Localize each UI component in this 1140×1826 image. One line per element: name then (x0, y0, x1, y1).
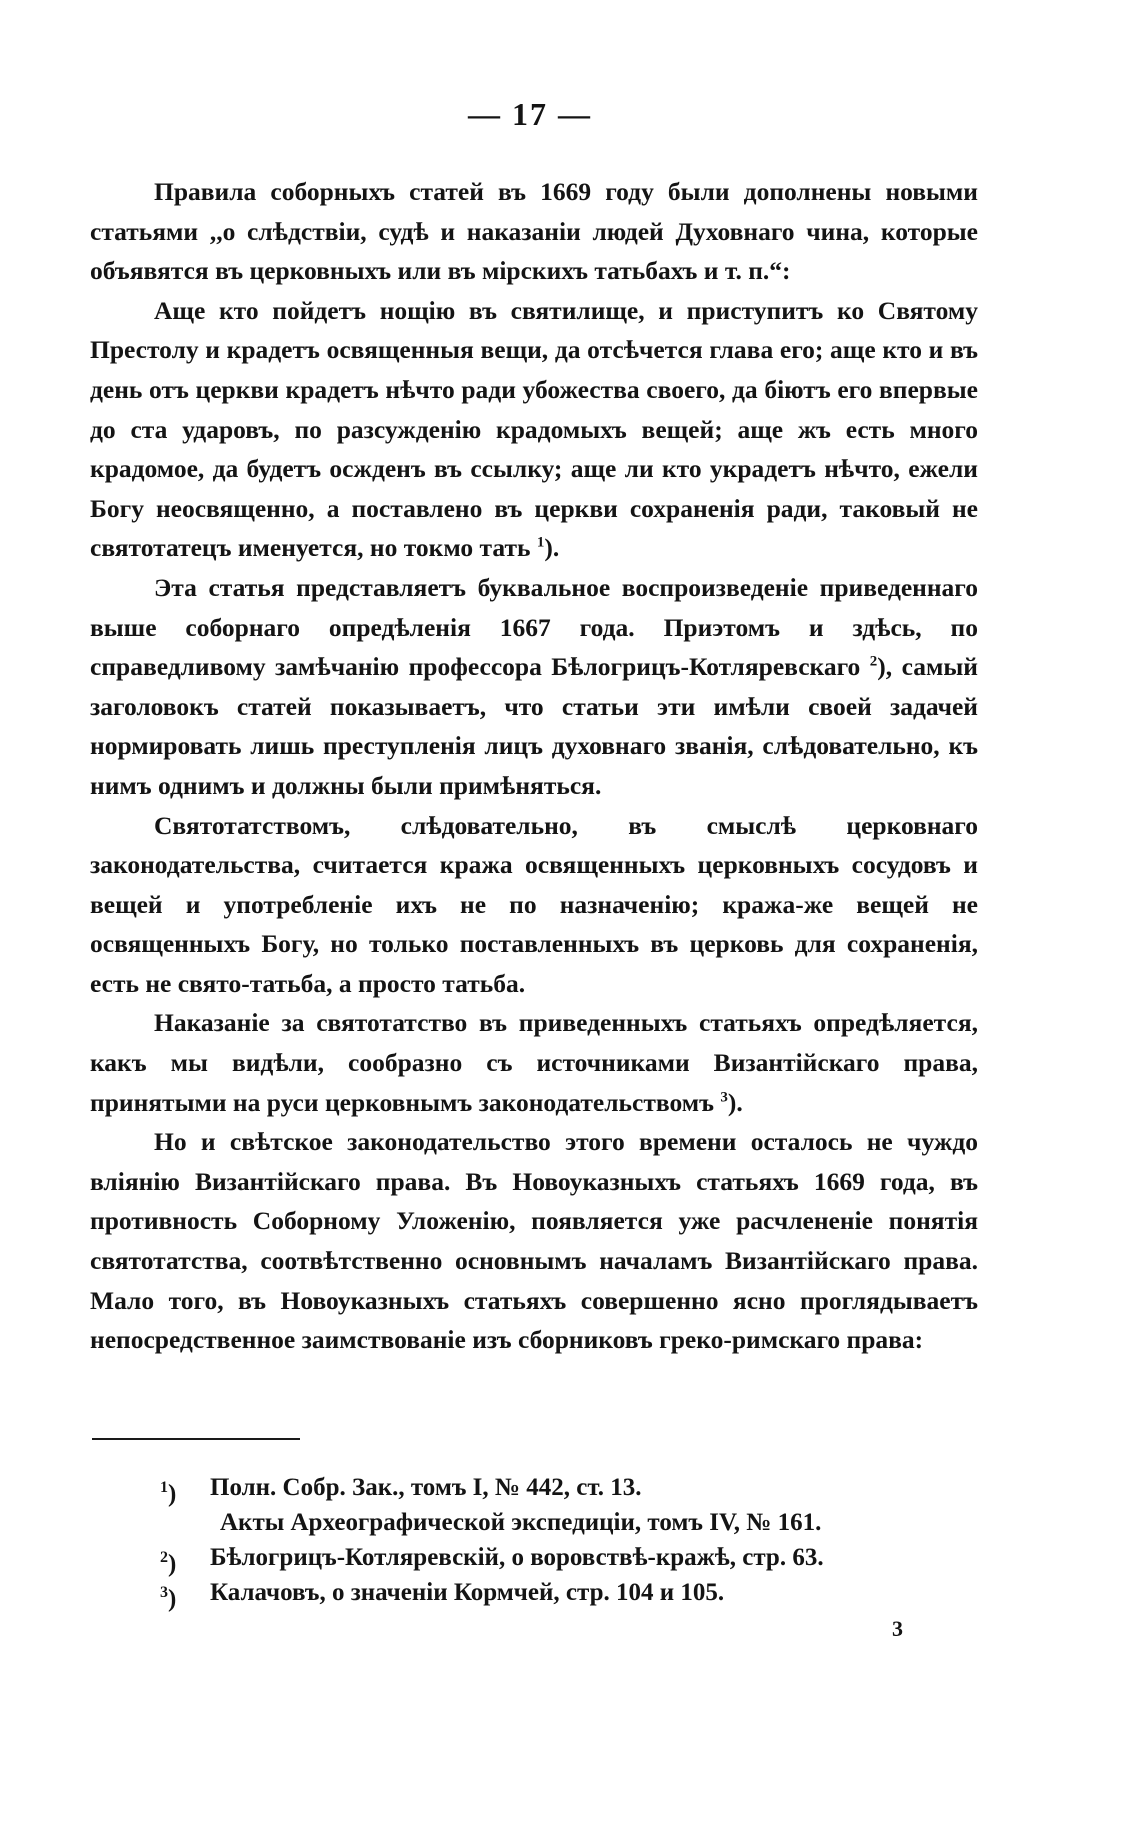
paragraph-6 (90, 1122, 978, 1360)
paragraph-3-text: Эта статья представляетъ буквальное воспроизведеніе приведеннаго выше соборнаго опредѣленія 1667 года. Приэтомъ и здѣсь, по справедливому замѣчанію профессора Бѣлогрицъ-Котляревскаго (90, 572, 978, 682)
paragraph-2-text: Аще кто пойдетъ нощію въ святилище, и приступитъ ко Святому Престолу и крадетъ освященныя вещи, да отсѣчется глава его; аще кто и въ день отъ церкви крадетъ нѣчто ради убожества своего, да біютъ его впервые до ста ударовъ, по разсужденію крадомыхъ вещей; аще жъ есть много крадомое, да будетъ осжденъ въ ссылку; аще ли кто украдетъ нѣчто, ежели Богу неосвященно, а поставлено въ церкви сохраненія ради, таковый не святотатецъ именуется, но токмо тать (90, 295, 978, 563)
footnote-ref-1[interactable]: 1 (536, 534, 545, 551)
paragraph-3 (90, 568, 978, 806)
footnote-1 (160, 1470, 980, 1540)
paragraph-1 (90, 172, 978, 291)
footnote-2 (160, 1540, 980, 1578)
page-number: — 17 — (468, 96, 592, 132)
footnote-1-line-1: Полн. Собр. Зак., томъ I, № 442, ст. 13. (210, 1474, 642, 1501)
footnote-3 (160, 1575, 980, 1613)
footnote-2-line-1: Бѣлогрицъ-Котляревскій, о воровствѣ-кражѣ, стр. 63. (210, 1544, 824, 1571)
paragraph-4 (90, 806, 978, 1004)
footnote-1-line-2: Акты Археографической экспедиціи, томъ IV, № 161. (220, 1509, 822, 1536)
paragraph-1-text: Правила соборныхъ статей въ 1669 году были дополнены новыми статьями ,,о слѣдствіи, судѣ и наказаніи людей Духовнаго чина, которые объявятся въ церковныхъ или въ мірскихъ татьбахъ и т. п.“: (90, 177, 978, 286)
paragraph-6-text: Но и свѣтское законодательство этого времени осталось не чуждо вліянію Византійскаго права. Въ Новоуказныхъ статьяхъ 1669 года, въ противность Соборному Уложенію, появляется уже расчлененіе понятія святотатства, соотвѣтственно основнымъ началамъ Византійскаго права. Мало того, въ Новоуказныхъ статьяхъ совершенно ясно проглядываетъ непосредственное заимствованіе изъ сборниковъ греко-римскаго права: (90, 1127, 978, 1355)
paragraph-5-text: Наказаніе за святотатство въ приведенныхъ статьяхъ опредѣляется, какъ мы видѣли, сообразно съ источниками Византійскаго права, принятыми на руси церковнымъ законодательствомъ (90, 1008, 978, 1117)
paragraph-5 (90, 1003, 978, 1122)
signature-mark: 3 (892, 1616, 903, 1641)
footnote-2-number: 2 (160, 1549, 168, 1566)
footnote-3-line-1: Калачовъ, о значеніи Кормчей, стр. 104 и 105. (210, 1579, 725, 1606)
footnote-3-mark: $^3$) (160, 1584, 177, 1613)
footnote-2-mark: $^2$) (160, 1549, 177, 1578)
footnote-divider (92, 1438, 300, 1440)
body-text (90, 172, 978, 1360)
paragraph-4-text: Святотатствомъ, слѣдовательно, въ смыслѣ церковнаго законодательства, считается кража освященныхъ церковныхъ сосудовъ и вещей и употребленіе ихъ не по назначенію; кража-же вещей не освященныхъ Богу, но только поставленныхъ въ церковь для сохраненія, есть не свято-татьба, а просто татьба. (90, 810, 978, 998)
footnote-1-mark: $^1$) (160, 1479, 177, 1508)
footnote-3-number: 3 (160, 1584, 168, 1601)
footnote-1-number: 1 (160, 1479, 168, 1496)
paragraph-2-tail: ). (544, 533, 560, 563)
footnote-ref-3[interactable]: 3 (720, 1089, 728, 1106)
paragraph-3-tail: ), самый заголовокъ статей показываетъ, что статьи эти имѣли своей задачей нормировать лишь преступленія лицъ духовнаго званія, слѣдовательно, къ нимъ однимъ и должны были примѣняться. (90, 652, 978, 800)
paragraph-5-tail: ). (727, 1087, 743, 1117)
paragraph-2 (90, 291, 978, 568)
footnote-ref-2[interactable]: 2 (869, 653, 878, 670)
footnotes (160, 1470, 980, 1613)
